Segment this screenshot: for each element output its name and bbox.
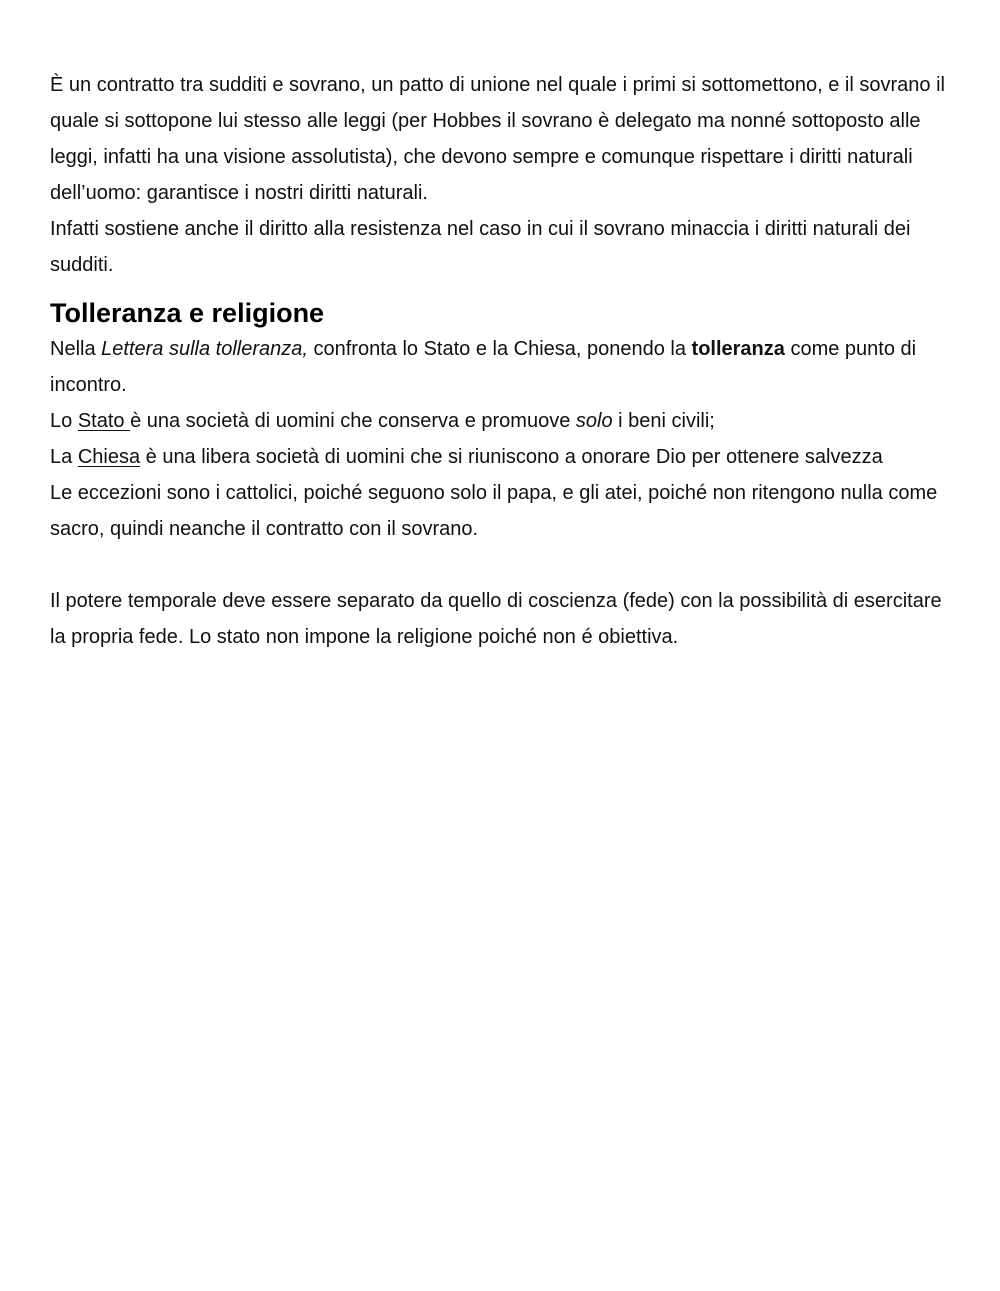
chiesa-suffix: è una libera società di uomini che si riuniscono a onorare Dio per ottenere salvezza: [140, 446, 883, 468]
stato-suffix: i beni civili;: [612, 410, 715, 432]
chiesa-prefix: La: [50, 446, 78, 468]
tolerance-text-1: Nella: [50, 338, 102, 360]
tolerance-text-2: confronta lo Stato e la Chiesa, ponendo la: [307, 338, 692, 360]
document-page: [50, 67, 955, 655]
exceptions-paragraph: Le eccezioni sono i cattolici, poiché seguono solo il papa, e gli atei, poiché non ritengono nulla come sacro, quindi neanche il contratto con il sovrano.: [50, 482, 938, 540]
stato-middle: è una società di uomini che conserva e promuove: [130, 410, 576, 432]
stato-prefix: Lo: [50, 410, 78, 432]
letter-title: Lettera sulla tolleranza,: [101, 338, 308, 360]
chiesa-underlined: Chiesa: [77, 446, 141, 468]
resistance-paragraph: Infatti sostiene anche il diritto alla resistenza nel caso in cui il sovrano minaccia i diritti naturali dei sudditi.: [50, 218, 911, 276]
power-paragraph: Il potere temporale deve essere separato da quello di coscienza (fede) con la possibilità di esercitare la propria fede. Lo stato non impone la religione poiché non é obiettiva.: [50, 590, 942, 648]
chiesa-line: [50, 439, 955, 475]
paragraph-spacer: [50, 547, 955, 583]
stato-line: [50, 403, 955, 439]
intro-paragraph: È un contratto tra sudditi e sovrano, un patto di unione nel quale i primi si sottomettono, e il sovrano il quale si sottopone lui stesso alle leggi (per Hobbes il sovrano è delegato ma nonné sottoposto alle leggi, infatti ha una visione assolutista), che devono sempre e comunque rispettare i diritti naturali dell’uomo: garantisce i nostri diritti naturali.: [50, 74, 945, 204]
section-heading-wrapper: [50, 295, 955, 331]
tolerance-keyword: tolleranza: [691, 338, 785, 360]
stato-underlined: Stato: [77, 410, 131, 432]
stato-italic: solo: [575, 410, 613, 432]
section-title: Tolleranza e religione: [50, 298, 325, 328]
tolerance-paragraph: [50, 331, 955, 403]
tolerance-text-3: come punto di incontro.: [50, 338, 917, 396]
